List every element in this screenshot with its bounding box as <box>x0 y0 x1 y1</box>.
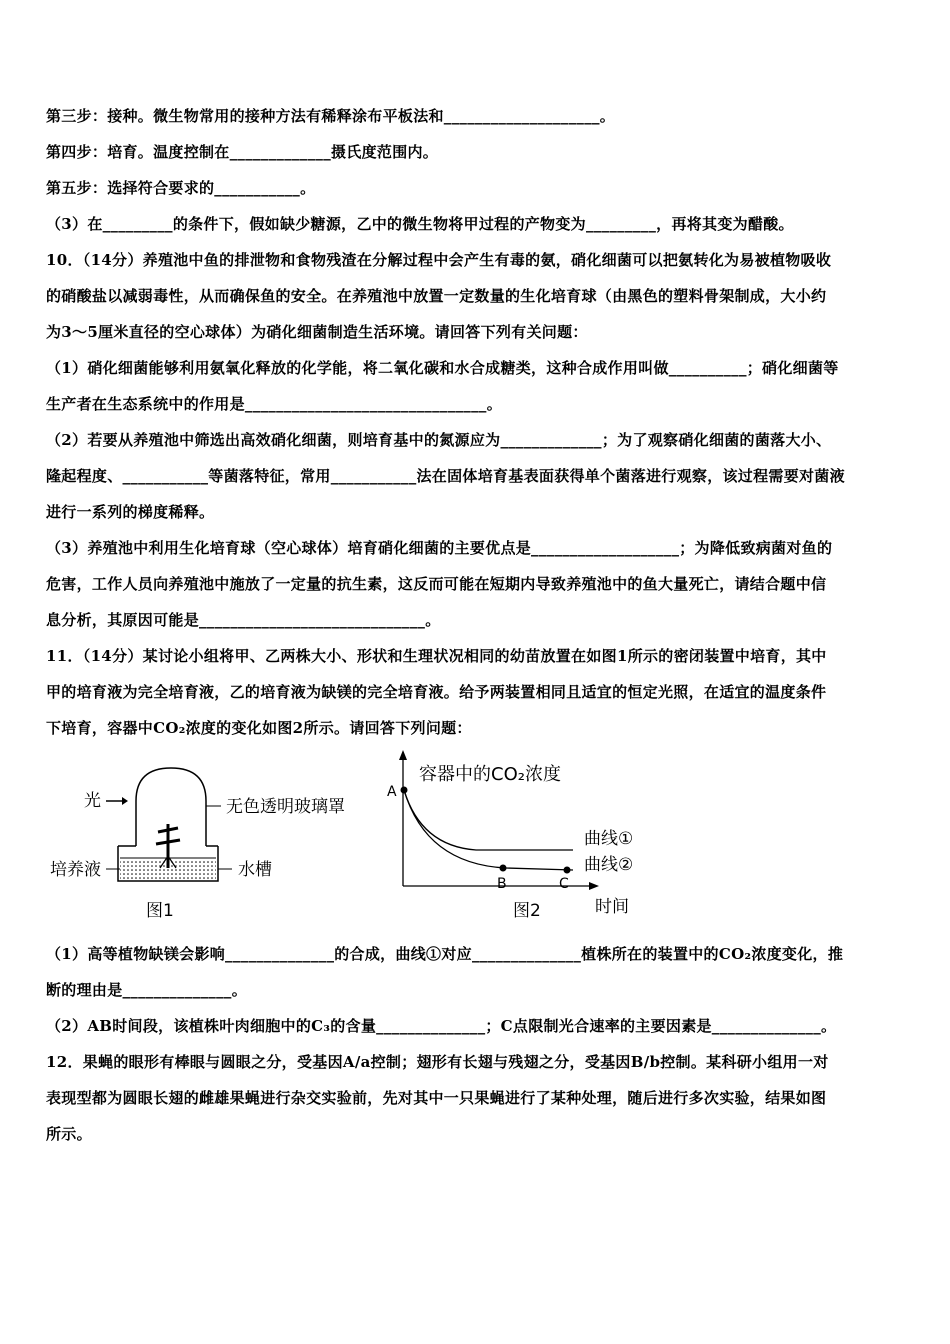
point-c-label: C <box>559 876 569 892</box>
text-line: 断的理由是______________。 <box>46 981 248 999</box>
curve-2-label: 曲线② <box>584 855 634 875</box>
solution-label: 培养液 <box>50 860 101 880</box>
text-line: （1）硝化细菌能够利用氨氧化释放的化学能，将二氧化碳和水合成糖类，这种合成作用叫做__________；硝化细菌等 <box>46 359 839 377</box>
x-axis-arrow <box>589 882 599 890</box>
point-a <box>401 787 408 794</box>
y-axis-arrow <box>399 750 407 760</box>
point-c <box>564 867 571 874</box>
text-line: 息分析，其原因可能是_____________________________。 <box>46 611 441 629</box>
text-line: 所示。 <box>46 1125 92 1143</box>
figure-2-co2-curve <box>381 746 661 931</box>
question-10-stem: 10．（14分）养殖池中鱼的排泄物和食物残渣在分解过程中会产生有毒的氨，硝化细菌可以把氨转化为易被植物吸收 <box>46 251 832 269</box>
figures-row <box>46 746 906 936</box>
text-line: 进行一系列的梯度稀释。 <box>46 503 215 521</box>
curve-1-label: 曲线① <box>584 829 634 849</box>
point-b-label: B <box>497 876 507 892</box>
document-page <box>46 98 906 1152</box>
text-line: 隆起程度、___________等菌落特征，常用___________法在固体培育基表面获得单个菌落进行观察，该过程需要对菌液 <box>46 467 845 485</box>
x-axis-label: 时间 <box>595 897 629 917</box>
curve-1 <box>404 790 573 850</box>
text-line: 第四步：培育。温度控制在_____________摄氏度范围内。 <box>46 143 439 161</box>
text-line: 危害，工作人员向养殖池中施放了一定量的抗生素，这反而可能在短期内导致养殖池中的鱼大量死亡，请结合题中信 <box>46 575 827 593</box>
text-line: 生产者在生态系统中的作用是_______________________________。 <box>46 395 503 413</box>
text-line: （1）高等植物缺镁会影响______________的合成，曲线①对应______________植株所在的装置中的CO₂浓度变化，推 <box>46 945 844 963</box>
point-b <box>500 865 507 872</box>
text-line: （2）若要从养殖池中筛选出高效硝化细菌，则培育基中的氮源应为_____________；为了观察硝化细菌的菌落大小、 <box>46 431 832 449</box>
text-line: 下培育，容器中CO₂浓度的变化如图2所示。请回答下列问题： <box>46 719 472 737</box>
text-line: 甲的培育液为完全培育液，乙的培育液为缺镁的完全培育液。给予两装置相同且适宜的恒定光照，在适宜的温度条件 <box>46 683 827 701</box>
light-label: 光 <box>84 791 101 811</box>
text-line: 为3～5厘米直径的空心球体）为硝化细菌制造生活环境。请回答下列有关问题： <box>46 323 588 341</box>
question-12-stem: 12．果蝇的眼形有棒眼与圆眼之分，受基因A/a控制；翅形有长翅与残翅之分，受基因B/b控制。某科研小组用一对 <box>46 1053 829 1071</box>
text-line: 表现型都为圆眼长翅的雌雄果蝇进行杂交实验前，先对其中一只果蝇进行了某种处理，随后进行多次实验，结果如图 <box>46 1089 827 1107</box>
text-line: （3）养殖池中利用生化培育球（空心球体）培育硝化细菌的主要优点是___________________；为降低致病菌对鱼的 <box>46 539 833 557</box>
cover-label: 无色透明玻璃罩 <box>226 797 345 817</box>
glass-cover <box>136 768 206 846</box>
light-arrow-head <box>122 797 128 805</box>
text-line: 第三步：接种。微生物常用的接种方法有稀释涂布平板法和____________________。 <box>46 107 616 125</box>
figure-1-apparatus <box>46 756 356 931</box>
point-a-label: A <box>387 784 397 800</box>
tank-label: 水槽 <box>238 860 272 880</box>
figure-2-caption: 图2 <box>513 901 541 921</box>
curve-2 <box>404 790 573 870</box>
y-axis-label: 容器中的CO₂浓度 <box>419 764 561 785</box>
figure-1-caption: 图1 <box>146 901 174 921</box>
text-line: 的硝酸盐以减弱毒性，从而确保鱼的安全。在养殖池中放置一定数量的生化培育球（由黑色的塑料骨架制成，大小约 <box>46 287 827 305</box>
text-line: 第五步：选择符合要求的___________。 <box>46 179 316 197</box>
question-11-stem: 11．（14分）某讨论小组将甲、乙两株大小、形状和生理状况相同的幼苗放置在如图1所示的密闭装置中培育，其中 <box>46 647 827 665</box>
text-line: （2）AB时间段，该植株叶肉细胞中的C₃的含量______________；C点限制光合速率的主要因素是______________。 <box>46 1017 837 1035</box>
text-line: （3）在_________的条件下，假如缺少糖源，乙中的微生物将甲过程的产物变为_________，再将其变为醋酸。 <box>46 215 794 233</box>
